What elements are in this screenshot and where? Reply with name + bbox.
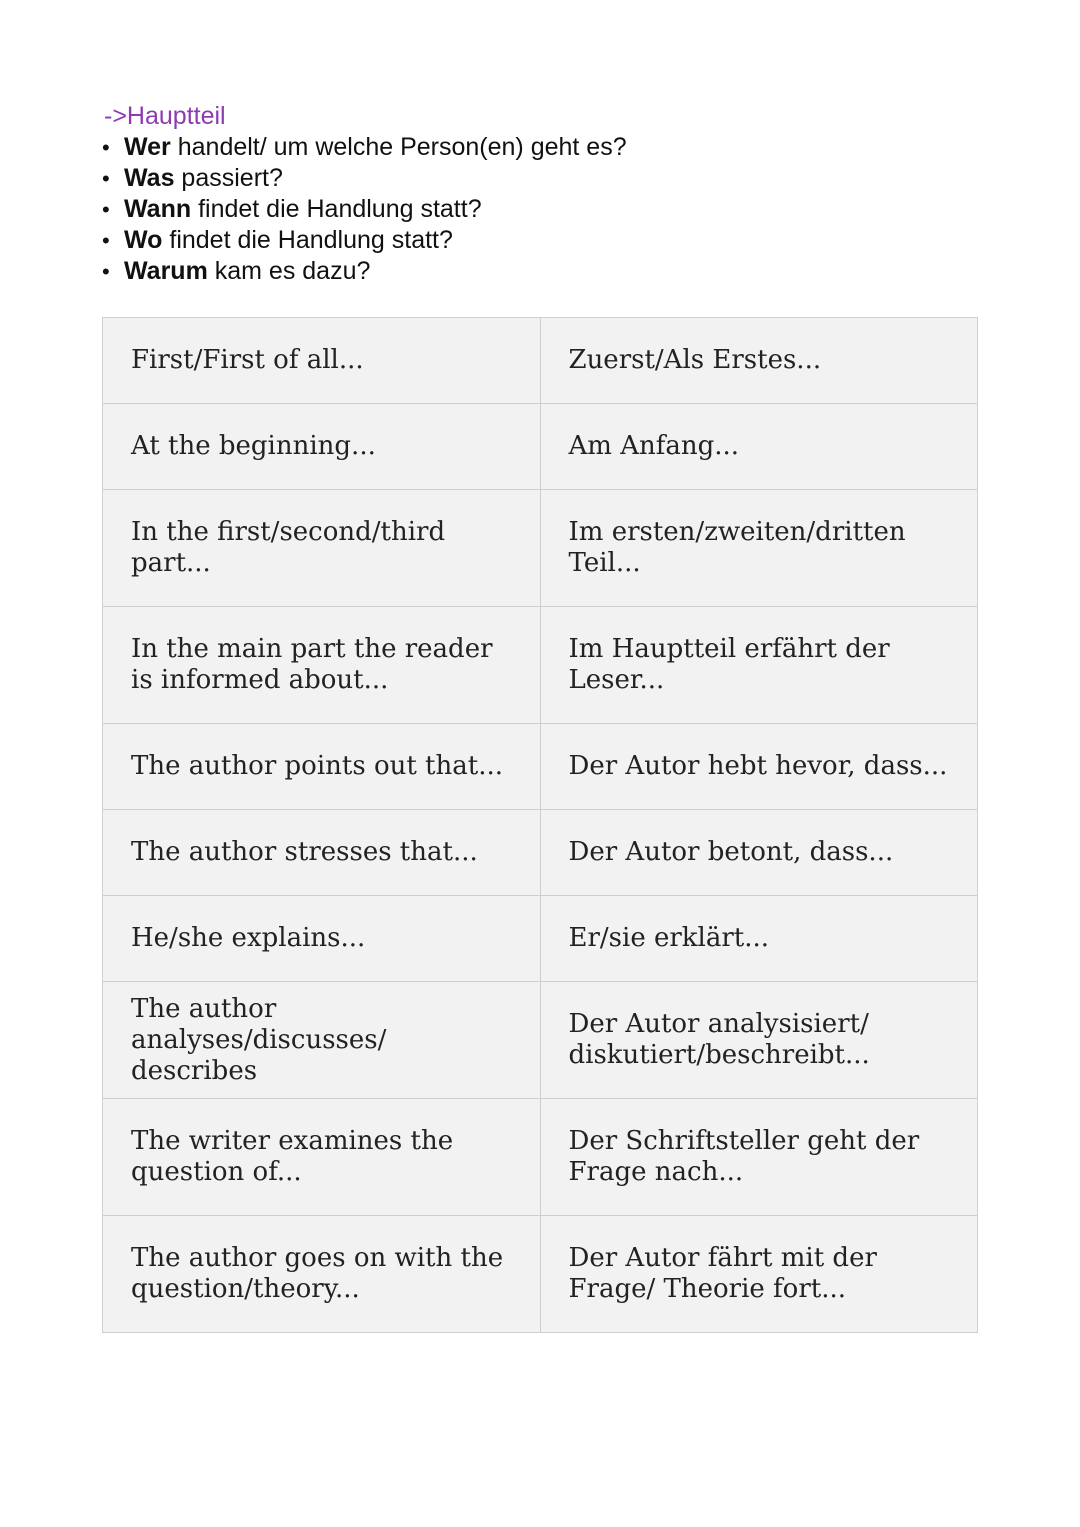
question-keyword: Wo xyxy=(124,226,163,254)
question-text: passiert? xyxy=(174,164,283,192)
question-text: findet die Handlung statt? xyxy=(162,226,453,254)
table-row xyxy=(103,982,978,1099)
english-phrase-cell: He/she explains... xyxy=(103,896,541,982)
german-phrase-cell: Im Hauptteil erfährt der Leser... xyxy=(540,607,978,724)
english-phrase-cell: The author goes on with the question/theory... xyxy=(103,1216,541,1333)
english-phrase-cell: The author analyses/discusses/ describes xyxy=(103,982,541,1099)
english-phrase-cell: In the main part the reader is informed about... xyxy=(103,607,541,724)
bullet-icon: • xyxy=(102,197,110,222)
table-row xyxy=(103,724,978,810)
question-text: findet die Handlung statt? xyxy=(191,195,482,223)
question-text: handelt/ um welche Person(en) geht es? xyxy=(170,133,627,161)
list-item xyxy=(100,132,627,163)
bullet-icon: • xyxy=(102,259,110,284)
german-phrase-cell: Der Autor analysisiert/ diskutiert/beschreibt... xyxy=(540,982,978,1099)
german-phrase-cell: Im ersten/zweiten/dritten Teil... xyxy=(540,490,978,607)
bullet-icon: • xyxy=(102,228,110,253)
table-row xyxy=(103,896,978,982)
question-keyword: Wer xyxy=(124,133,171,161)
table-row xyxy=(103,490,978,607)
table-row xyxy=(103,1099,978,1216)
question-text: kam es dazu? xyxy=(207,257,371,285)
german-phrase-cell: Der Autor betont, dass... xyxy=(540,810,978,896)
german-phrase-cell: Der Autor fährt mit der Frage/ Theorie fort... xyxy=(540,1216,978,1333)
list-item xyxy=(100,194,627,225)
table-row xyxy=(103,607,978,724)
english-phrase-cell: The author points out that... xyxy=(103,724,541,810)
table-row xyxy=(103,1216,978,1333)
english-phrase-cell: In the first/second/third part... xyxy=(103,490,541,607)
list-item xyxy=(100,225,627,256)
list-item xyxy=(100,163,627,194)
question-keyword: Was xyxy=(124,164,175,192)
table-row xyxy=(103,810,978,896)
german-phrase-cell: Er/sie erklärt... xyxy=(540,896,978,982)
question-list xyxy=(100,132,627,287)
question-keyword: Warum xyxy=(124,257,208,285)
section-heading: ->Hauptteil xyxy=(104,102,226,130)
english-phrase-cell: First/First of all... xyxy=(103,318,541,404)
english-phrase-cell: The author stresses that... xyxy=(103,810,541,896)
bullet-icon: • xyxy=(102,135,110,160)
german-phrase-cell: Der Schriftsteller geht der Frage nach... xyxy=(540,1099,978,1216)
german-phrase-cell: Der Autor hebt hevor, dass... xyxy=(540,724,978,810)
german-phrase-cell: Am Anfang... xyxy=(540,404,978,490)
bullet-icon: • xyxy=(102,166,110,191)
english-phrase-cell: The writer examines the question of... xyxy=(103,1099,541,1216)
german-phrase-cell: Zuerst/Als Erstes... xyxy=(540,318,978,404)
phrase-table xyxy=(102,317,978,1333)
table-row xyxy=(103,404,978,490)
question-keyword: Wann xyxy=(124,195,192,223)
english-phrase-cell: At the beginning... xyxy=(103,404,541,490)
list-item xyxy=(100,256,627,287)
table-row xyxy=(103,318,978,404)
